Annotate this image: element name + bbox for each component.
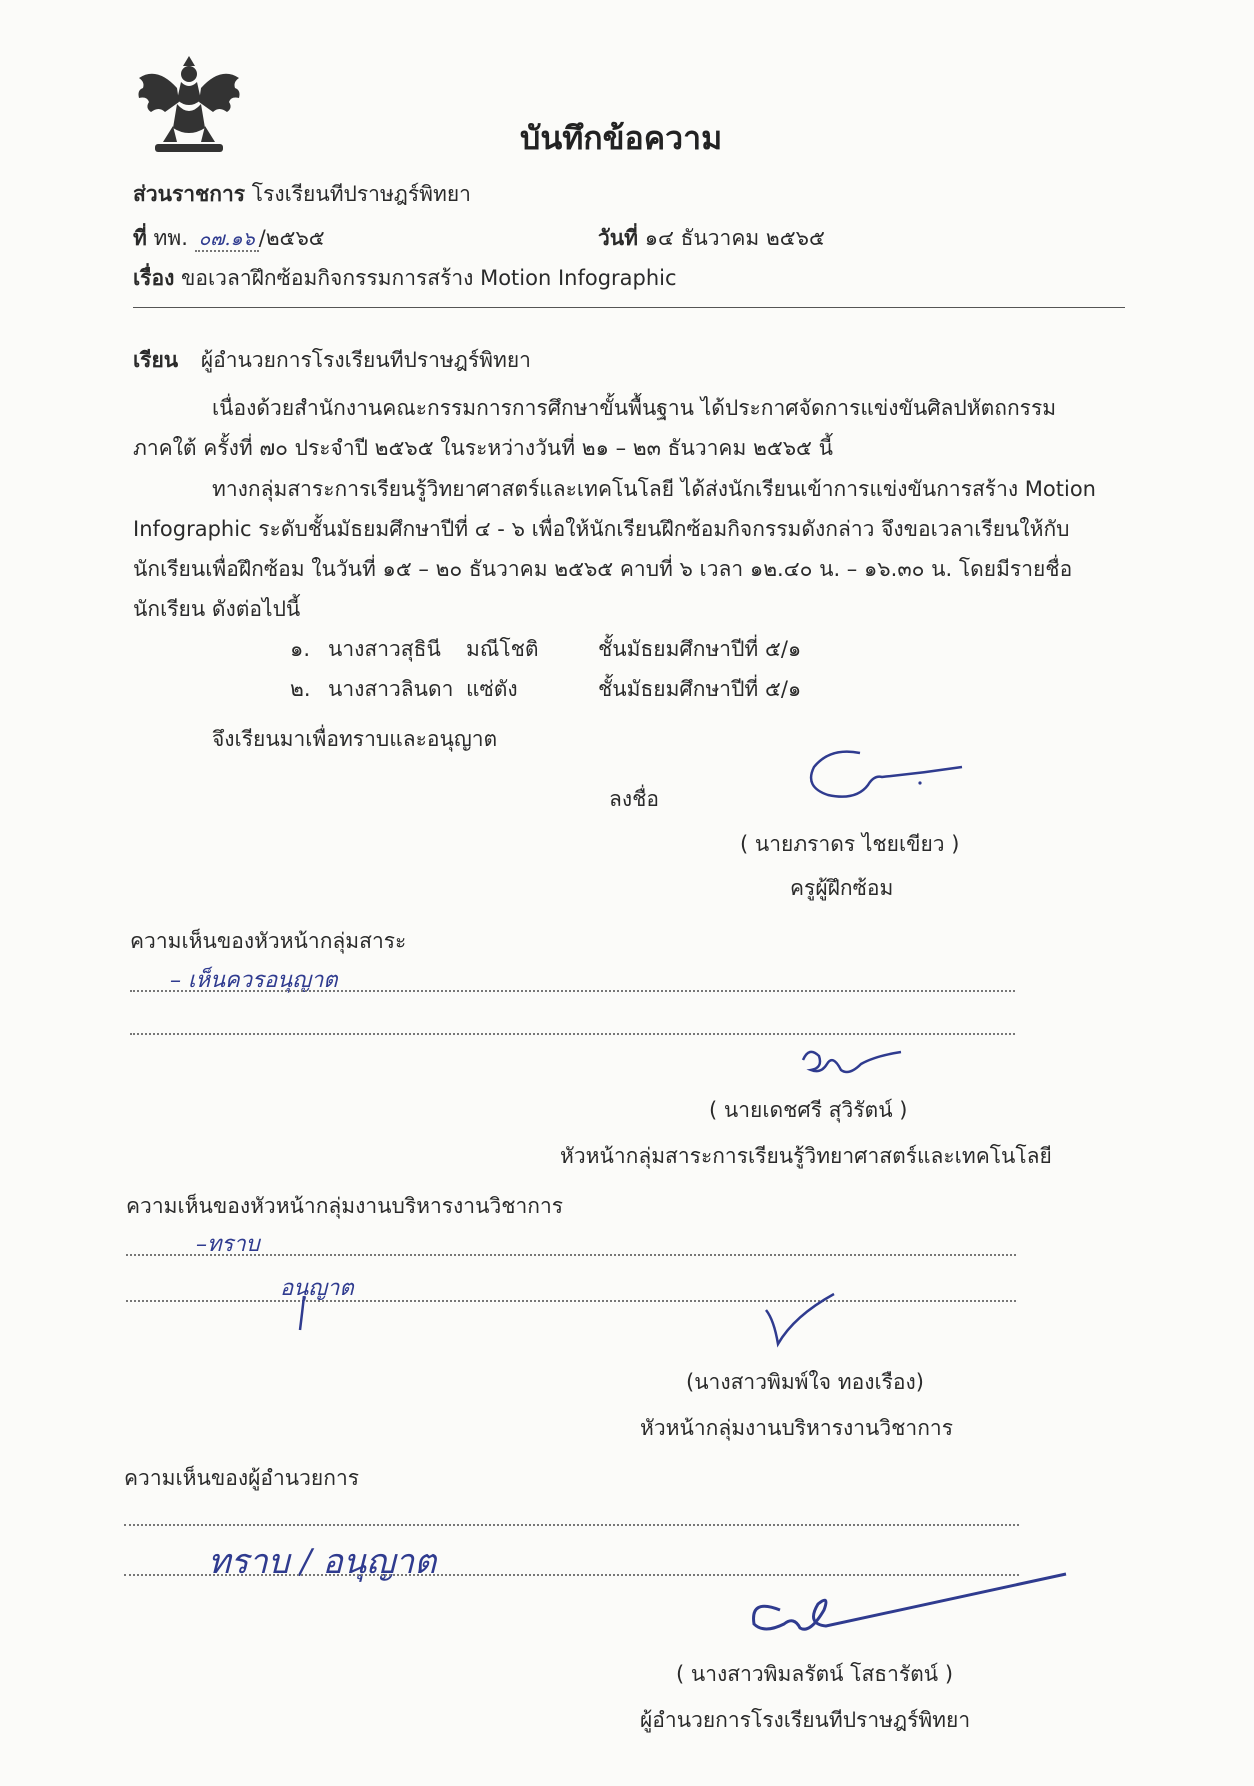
opinion-1-signer-position: หัวหน้ากลุ่มสาระการเรียนรู้วิทยาศาสตร์และเทคโนโลยี [560, 1144, 1052, 1168]
student-class: ชั้นมัธยมศึกษาปีที่ ๕/๑ [598, 637, 802, 661]
closing-text: จึงเรียนมาเพื่อทราบและอนุญาต [212, 727, 498, 751]
ref-prefix: ทพ. [153, 226, 188, 250]
opinion-3-label: ความเห็นของผู้อำนวยการ [124, 1466, 360, 1490]
opinion-2-label: ความเห็นของหัวหน้ากลุ่มงานบริหารงานวิชาการ [126, 1194, 564, 1218]
opinion-2-signer-name: (นางสาวพิมพ์ใจ ทองเรือง) [686, 1370, 924, 1394]
student-number: ๑. [290, 637, 311, 661]
paragraph-1-line-2: ภาคใต้ ครั้งที่ ๗๐ ประจำปี ๒๕๖๕ ในระหว่างวันที่ ๒๑ – ๒๓ ธันวาคม ๒๕๖๕ นี้ [133, 436, 833, 460]
opinion-1-line-1 [130, 990, 1015, 992]
opinion-2-line-2 [126, 1300, 1016, 1302]
opinion-3-line-1 [124, 1524, 1019, 1526]
opinion-2-handwritten-note-2: อนุญาต [280, 1276, 354, 1301]
paragraph-2-line-3: นักเรียนเพื่อฝึกซ้อม ในวันที่ ๑๕ – ๒๐ ธันวาคม ๒๕๖๕ คาบที่ ๖ เวลา ๑๒.๔๐ น. – ๑๖.๓๐ น. โดยมีรายชื่อ [133, 557, 1073, 581]
date-value: ๑๔ ธันวาคม ๒๕๖๕ [644, 226, 825, 250]
to-value: ผู้อำนวยการโรงเรียนทีปราษฎร์พิทยา [200, 348, 531, 372]
subject-label: เรื่อง [133, 266, 175, 290]
to-label: เรียน [133, 348, 179, 372]
ref-label: ที่ [133, 226, 147, 250]
signer-1-position: ครูผู้ฝึกซ้อม [790, 876, 894, 900]
subject-value: ขอเวลาฝึกซ้อมกิจกรรมการสร้าง Motion Infographic [181, 266, 677, 290]
opinion-3-signer-position: ผู้อำนวยการโรงเรียนทีปราษฎร์พิทยา [640, 1708, 971, 1732]
signature-3-icon [760, 1290, 840, 1350]
agency-value: โรงเรียนทีปราษฎร์พิทยา [251, 182, 471, 206]
student-first-name: นางสาวลินดา [328, 677, 454, 701]
agency-label: ส่วนราชการ [133, 182, 246, 206]
opinion-2-handwritten-note-1: –ทราบ [196, 1232, 260, 1257]
opinion-2-line-1 [126, 1254, 1016, 1256]
opinion-1-signer-name: ( นายเดชศรี สุวิรัตน์ ) [709, 1098, 908, 1122]
signature-1-icon [800, 745, 970, 805]
paragraph-2-line-4: นักเรียน ดังต่อไปนี้ [133, 597, 301, 621]
date-label: วันที่ [598, 226, 638, 250]
header-divider [133, 307, 1125, 308]
signature-2-icon [795, 1040, 915, 1088]
opinion-1-label: ความเห็นของหัวหน้ากลุ่มสาระ [130, 929, 407, 953]
opinion-3-handwritten-note: ทราบ / อนุญาต [208, 1542, 437, 1582]
student-last-name: แซ่ตัง [466, 677, 518, 701]
signer-1-name: ( นายภราดร ไชยเขียว ) [740, 832, 960, 856]
opinion-2-signer-position: หัวหน้ากลุ่มงานบริหารงานวิชาการ [640, 1416, 954, 1440]
opinion-3-signer-name: ( นางสาวพิมลรัตน์ โสธารัตน์ ) [676, 1662, 954, 1686]
opinion-1-line-2 [130, 1033, 1015, 1035]
paragraph-2-line-1: ทางกลุ่มสาระการเรียนรู้วิทยาศาสตร์และเทคโนโลยี ได้ส่งนักเรียนเข้าการแข่งขันการสร้าง Motion [212, 477, 1096, 501]
ref-number-handwritten: ๐๗.๑๖ [195, 228, 259, 252]
paragraph-2-line-2: Infographic ระดับชั้นมัธยมศึกษาปีที่ ๔ - ๖ เพื่อให้นักเรียนฝึกซ้อมกิจกรรมดังกล่าว จึงขอเวลาเรียนให้กับ [133, 517, 1070, 541]
garuda-emblem-icon [133, 48, 245, 158]
ref-suffix: /๒๕๖๕ [258, 226, 325, 250]
memo-title: บันทึกข้อความ [520, 119, 723, 157]
opinion-1-handwritten-note: – เห็นควรอนุญาต [170, 968, 338, 993]
signature-4-icon [740, 1570, 1080, 1640]
student-number: ๒. [290, 677, 311, 701]
student-first-name: นางสาวสุธินี [328, 637, 441, 661]
handwritten-stroke-icon [296, 1294, 310, 1334]
student-last-name: มณีโชติ [466, 637, 539, 661]
student-class: ชั้นมัธยมศึกษาปีที่ ๕/๑ [598, 677, 802, 701]
sign-label: ลงชื่อ [609, 787, 659, 811]
paragraph-1-line-1: เนื่องด้วยสำนักงานคณะกรรมการการศึกษาขั้นพื้นฐาน ได้ประกาศจัดการแข่งขันศิลปหัตถกรรม [212, 396, 1057, 420]
